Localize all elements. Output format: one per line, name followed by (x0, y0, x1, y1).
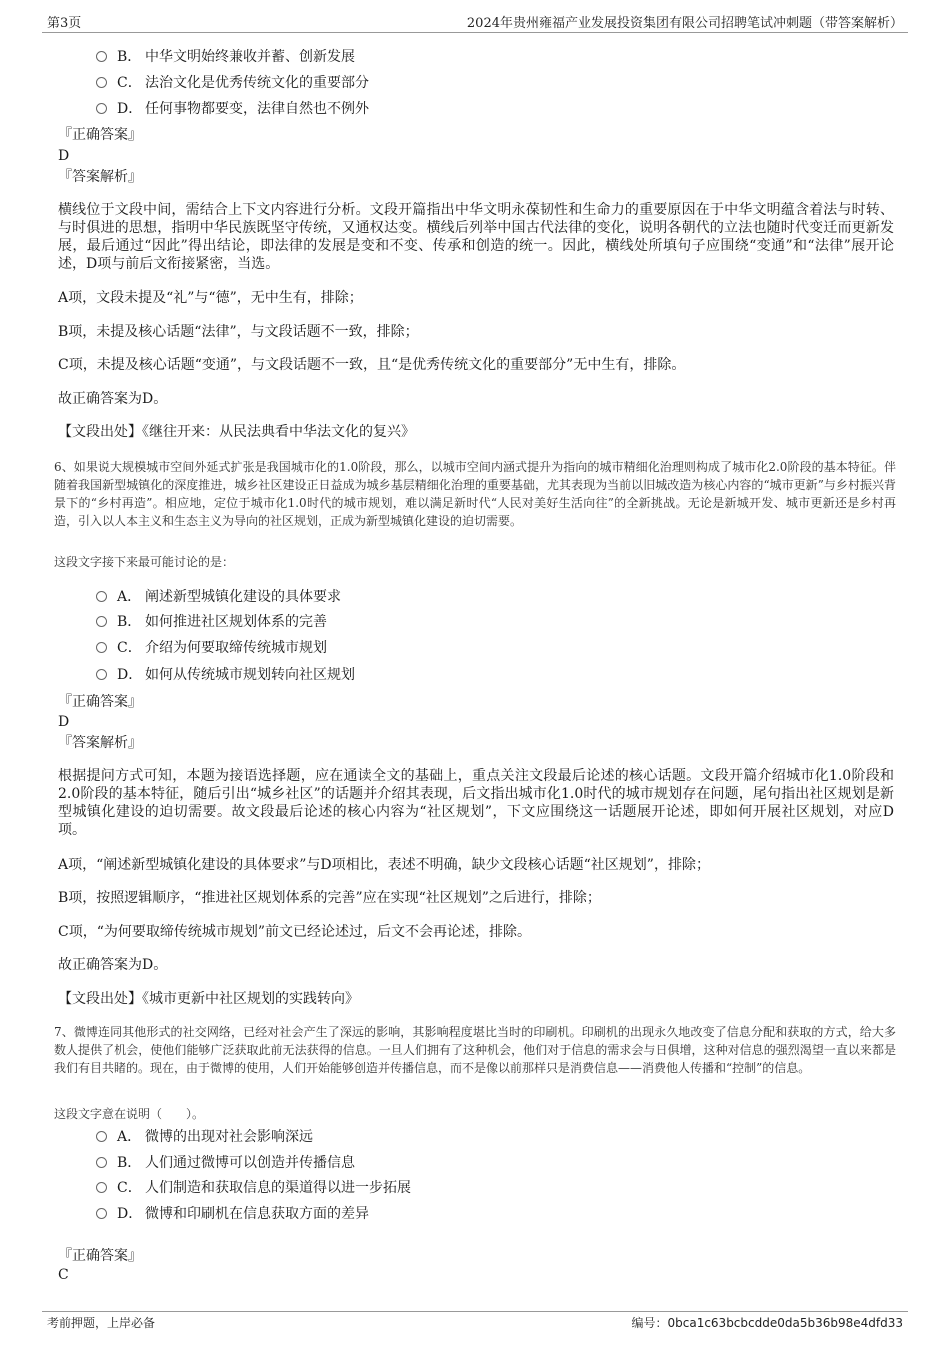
radio-icon[interactable] (96, 103, 107, 114)
q5-analysis: 横线位于文段中间，需结合上下文内容进行分析。文段开篇指出中华文明永葆韧性和生命力的重要原因在于中华文明蕴含着法与时转、与时俱进的思想，指明中华民族既坚守传统，又通权达变。横线后列举中国古代法律的变化，说明各朝代的立法也随时代变迁而更新发展，最后通过“因此”得出结论，即法律的发展是变和不变、传承和创造的统一。因此，横线处所填句子应围绕“变通”和“法律”展开论述，D项与前后文衔接紧密，当选。 (58, 202, 894, 272)
header-divider (42, 32, 908, 33)
radio-icon[interactable] (96, 1182, 107, 1193)
q6-analysis-label: 『答案解析』 (58, 735, 142, 751)
q7-option-a[interactable]: A． 微博的出现对社会影响深远 (96, 1127, 313, 1147)
q5-conclusion: 故正确答案为D。 (58, 391, 168, 407)
q6-question: 这段文字接下来最可能讨论的是： (54, 555, 235, 569)
footer-slogan: 考前押题，上岸必备 (47, 1316, 156, 1330)
q7-question: 这段文字意在说明（ ）。 (54, 1107, 205, 1121)
q6-explain-a: A项，“阐述新型城镇化建设的具体要求”与D项相比，表述不明确，缺少文段核心话题“社区规划”，排除； (58, 857, 710, 873)
radio-icon[interactable] (96, 1157, 107, 1168)
q5-answer-label: 『正确答案』 (58, 127, 142, 143)
q7-answer: C (58, 1267, 69, 1283)
radio-icon[interactable] (96, 591, 107, 602)
document-title: 2024年贵州雍福产业发展投资集团有限公司招聘笔试冲刺题（带答案解析） (466, 16, 903, 31)
q7-answer-label: 『正确答案』 (58, 1248, 142, 1264)
q5-option-d[interactable]: D． 任何事物都要变，法律自然也不例外 (96, 99, 369, 119)
q6-option-b[interactable]: B． 如何推进社区规划体系的完善 (96, 612, 327, 632)
radio-icon[interactable] (96, 616, 107, 627)
q6-explain-b: B项，按照逻辑顺序，“推进社区规划体系的完善”应在实现“社区规划”之后进行，排除； (58, 890, 601, 906)
q6-conclusion: 故正确答案为D。 (58, 957, 168, 973)
radio-icon[interactable] (96, 51, 107, 62)
q6-explain-c: C项，“为何要取缔传统城市规划”前文已经论述过，后文不会再论述，排除。 (58, 924, 532, 940)
radio-icon[interactable] (96, 1131, 107, 1142)
q5-explain-c: C项，未提及核心话题“变通”，与文段话题不一致，且“是优秀传统文化的重要部分”无中生有，排除。 (58, 357, 686, 373)
q6-stem: 6、如果说大规模城市空间外延式扩张是我国城市化的1.0阶段，那么，以城市空间内涵式提升为指向的城市精细化治理则构成了城市化2.0阶段的基本特征。伴随着我国新型城镇化的深度推进，城乡社区建设正日益成为城乡基层精细化治理的重要基础，尤其表现为当前以旧城改造为核心内容的“城市更新”与乡村振兴背景下的“乡村再造”。相应地，定位于城市化1.0时代的城市规划，难以满足新时代“人民对美好生活向往”的全新挑战。无论是新城开发、城市更新还是乡村再造，引入以人本主义和生态主义为导向的社区规划，正成为新型城镇化建设的迫切需要。 (54, 460, 896, 528)
q6-option-d[interactable]: D． 如何从传统城市规划转向社区规划 (96, 665, 355, 685)
q6-option-a[interactable]: A． 阐述新型城镇化建设的具体要求 (96, 587, 341, 607)
q5-option-c[interactable]: C． 法治文化是优秀传统文化的重要部分 (96, 73, 369, 93)
q6-source: 【文段出处】《城市更新中社区规划的实践转向》 (58, 991, 359, 1007)
q5-explain-a: A项，文段未提及“礼”与“德”，无中生有，排除； (58, 290, 363, 306)
q7-option-d[interactable]: D． 微博和印刷机在信息获取方面的差异 (96, 1204, 369, 1224)
document-code: 编号：0bca1c63bcbcdde0da5b36b98e4dfd33 (631, 1316, 903, 1330)
radio-icon[interactable] (96, 77, 107, 88)
q6-analysis: 根据提问方式可知，本题为接语选择题，应在通读全文的基础上，重点关注文段最后论述的核心话题。文段开篇介绍城市化1.0阶段和2.0阶段的基本特征，随后引出“城乡社区”的话题并介绍其表现，后文指出城市化1.0时代的城市规划存在问题，尾句指出社区规划是新型城镇化建设的迫切需要。故文段最后论述的核心内容为“社区规划”，下文应围绕这一话题展开论述，即如何开展社区规划，对应D项。 (58, 768, 894, 838)
q5-option-b[interactable]: B． 中华文明始终兼收并蓄、创新发展 (96, 47, 355, 67)
q7-stem: 7、微博连同其他形式的社交网络，已经对社会产生了深远的影响，其影响程度堪比当时的印刷机。印刷机的出现永久地改变了信息分配和获取的方式，给大多数人提供了机会，使他们能够广泛获取此前无法获得的信息。一旦人们拥有了这种机会，他们对于信息的需求会与日俱增，这种对信息的强烈渴望一直以来都是我们有目共睹的。现在，由于微博的使用，人们开始能够创造并传播信息，而不是像以前那样只是消费信息——消费他人传播和“控制”的信息。 (54, 1025, 896, 1075)
q6-answer-label: 『正确答案』 (58, 694, 142, 710)
page-number: 第3页 (47, 16, 82, 31)
q5-source: 【文段出处】《继往开来：从民法典看中华法文化的复兴》 (58, 424, 415, 440)
q7-option-b[interactable]: B． 人们通过微博可以创造并传播信息 (96, 1153, 355, 1173)
q5-analysis-label: 『答案解析』 (58, 169, 142, 185)
radio-icon[interactable] (96, 1208, 107, 1219)
radio-icon[interactable] (96, 669, 107, 680)
footer-divider (42, 1311, 908, 1312)
q6-option-c[interactable]: C． 介绍为何要取缔传统城市规划 (96, 638, 327, 658)
radio-icon[interactable] (96, 642, 107, 653)
q5-answer: D (58, 148, 70, 164)
q6-answer: D (58, 714, 70, 730)
q7-option-c[interactable]: C． 人们制造和获取信息的渠道得以进一步拓展 (96, 1178, 411, 1198)
q5-explain-b: B项，未提及核心话题“法律”，与文段话题不一致，排除； (58, 324, 419, 340)
